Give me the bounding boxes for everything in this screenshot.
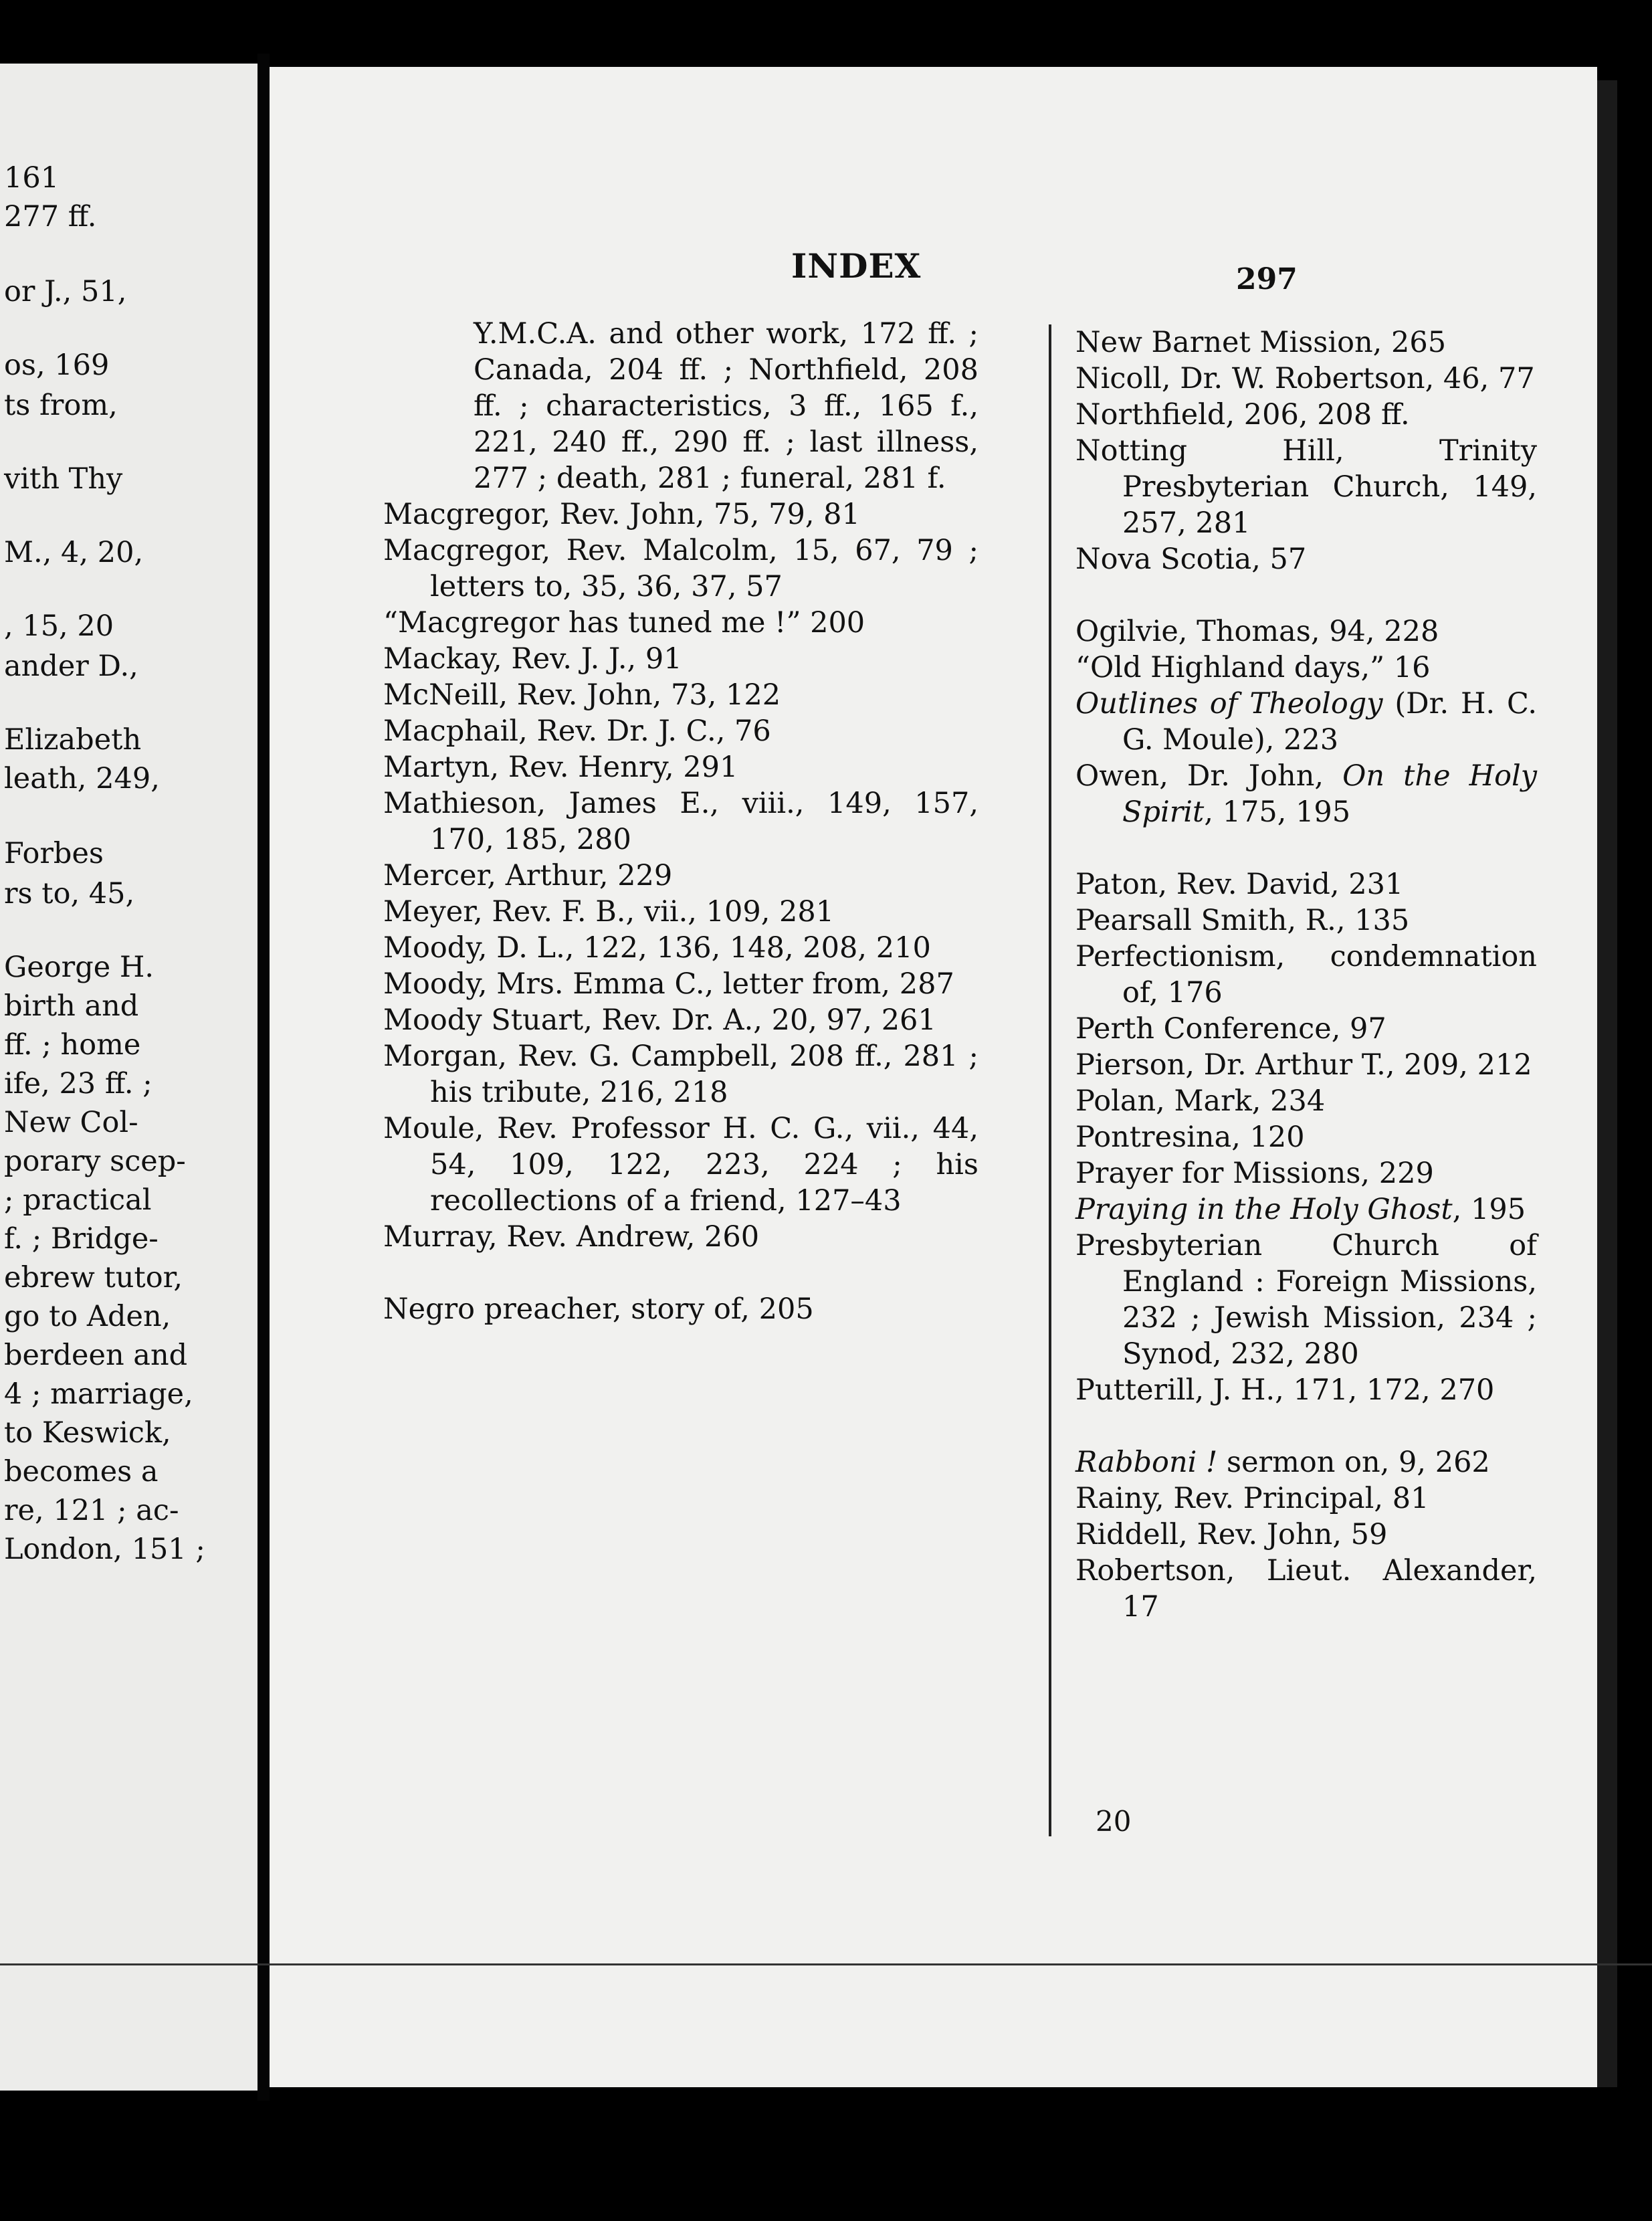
left-page-text-fragment: , 15, 20 — [4, 609, 114, 643]
index-entry — [383, 316, 978, 496]
index-entry-text: Negro preacher, story of, 205 — [383, 1292, 814, 1326]
index-entry — [383, 749, 978, 785]
column-divider — [1049, 324, 1051, 1836]
index-column-right — [1075, 324, 1537, 1625]
left-page-text-fragment: ff. ; home — [4, 1028, 141, 1062]
index-entry-text: Putterill, J. H., 171, 172, 270 — [1075, 1373, 1495, 1407]
page-title: INDEX — [791, 246, 922, 286]
index-entry-text: Mackay, Rev. J. J., 91 — [383, 642, 682, 676]
left-page-text-fragment: berdeen and — [4, 1339, 188, 1372]
index-entry-text: Y.M.C.A. and other work, 172 ff. ; Canada, 204 ff. ; Northfield, 208 ff. ; characteristics, 3 ff., 165 f., 221, 240 ff., 290 ff. ; last illness, 277 ; death, 281 ; funeral, 281 f. — [474, 317, 978, 495]
left-page-text-fragment: f. ; Bridge- — [4, 1222, 159, 1256]
index-entry — [1075, 1155, 1537, 1191]
book-gutter — [257, 54, 270, 2101]
index-entry-text: Macphail, Rev. Dr. J. C., 76 — [383, 714, 771, 748]
left-page-text-fragment: London, 151 ; — [4, 1533, 205, 1566]
index-entry-title: Rabboni ! — [1075, 1446, 1218, 1479]
section-gap — [1075, 577, 1537, 613]
index-entry-text: Moody, D. L., 122, 136, 148, 208, 210 — [383, 931, 931, 965]
left-page-text-fragment: leath, 249, — [4, 762, 160, 795]
index-entry-text: New Barnet Mission, 265 — [1075, 326, 1447, 359]
index-entry-text: Mathieson, James E., viii., 149, 157, 170, 185, 280 — [383, 787, 978, 856]
signature-mark: 20 — [1096, 1805, 1132, 1838]
left-page-text-fragment: vith Thy — [4, 462, 123, 496]
index-entry — [383, 533, 978, 605]
index-entry — [383, 1291, 978, 1327]
index-entry-text: Nova Scotia, 57 — [1075, 543, 1307, 576]
index-entry-text: Prayer for Missions, 229 — [1075, 1157, 1434, 1190]
left-page-text-fragment: New Col- — [4, 1106, 138, 1139]
index-entry — [1075, 1228, 1537, 1372]
index-entry-text: Paton, Rev. David, 231 — [1075, 868, 1404, 901]
index-entry-title: Outlines of Theology — [1075, 687, 1383, 720]
index-entry-text: Murray, Rev. Andrew, 260 — [383, 1220, 760, 1254]
left-page-text-fragment: to Keswick, — [4, 1416, 171, 1450]
left-page-text-fragment: ebrew tutor, — [4, 1261, 183, 1294]
left-page-text-fragment: becomes a — [4, 1455, 159, 1488]
index-entry-text: Perfectionism, condemnation of, 176 — [1075, 940, 1537, 1009]
index-entry-text: Pearsall Smith, R., 135 — [1075, 904, 1410, 937]
index-entry — [1075, 866, 1537, 902]
left-page-text-fragment: ; practical — [4, 1183, 152, 1217]
index-entry — [1075, 758, 1537, 830]
index-entry-text: Pontresina, 120 — [1075, 1121, 1305, 1154]
index-entry — [1075, 939, 1537, 1011]
index-entry-title: Praying in the Holy Ghost — [1075, 1193, 1453, 1226]
index-entry-text: Ogilvie, Thomas, 94, 228 — [1075, 615, 1439, 648]
left-page-text-fragment: George H. — [4, 951, 154, 984]
left-page-text-fragment: 161 — [4, 161, 60, 195]
index-entry — [383, 496, 978, 533]
index-entry — [1075, 1047, 1537, 1083]
index-entry — [1075, 902, 1537, 939]
index-entry-text: , 175, 195 — [1204, 795, 1351, 829]
index-entry — [1075, 433, 1537, 541]
index-entry — [1075, 1083, 1537, 1119]
left-page-text-fragment: ife, 23 ff. ; — [4, 1067, 152, 1100]
section-gap — [1075, 1408, 1537, 1444]
scan-edge-line — [0, 1963, 1652, 1965]
index-entry-text: Polan, Mark, 234 — [1075, 1084, 1326, 1118]
index-entry-text: Perth Conference, 97 — [1075, 1012, 1386, 1046]
index-entry — [383, 1002, 978, 1038]
index-entry — [1075, 1119, 1537, 1155]
index-entry — [383, 966, 978, 1002]
index-entry — [1075, 1553, 1537, 1625]
index-entry — [1075, 686, 1537, 758]
section-gap — [383, 1255, 978, 1291]
index-entry-text: “Old Highland days,” 16 — [1075, 651, 1431, 684]
index-entry-text: Macgregor, Rev. John, 75, 79, 81 — [383, 498, 860, 531]
left-page-text-fragment: Forbes — [4, 837, 104, 870]
left-page-text-fragment: ts from, — [4, 389, 118, 422]
right-page — [270, 67, 1597, 2087]
left-page-text-fragment: 277 ff. — [4, 200, 97, 233]
index-entry-text: Moody, Mrs. Emma C., letter from, 287 — [383, 967, 954, 1001]
index-entry-prefix: Owen, Dr. John, — [1075, 759, 1343, 793]
index-entry — [1075, 397, 1537, 433]
index-entry-text: Macgregor, Rev. Malcolm, 15, 67, 79 ; letters to, 35, 36, 37, 57 — [383, 534, 978, 603]
index-entry-text: Morgan, Rev. G. Campbell, 208 ff., 281 ; his tribute, 216, 218 — [383, 1040, 978, 1109]
index-column-left — [383, 316, 978, 1327]
index-entry-title: On the Holy Spirit — [1122, 759, 1538, 829]
index-entry-text: McNeill, Rev. John, 73, 122 — [383, 678, 781, 712]
index-entry — [383, 713, 978, 749]
index-entry-text: Notting Hill, Trinity Presbyterian Church, 149, 257, 281 — [1075, 434, 1537, 540]
index-entry — [383, 1110, 978, 1219]
index-entry — [383, 677, 978, 713]
index-entry-text: Northfield, 206, 208 ff. — [1075, 398, 1410, 431]
left-page-text-fragment: porary scep- — [4, 1145, 186, 1178]
index-entry-text: sermon on, 9, 262 — [1217, 1446, 1490, 1479]
left-page-fragment — [0, 64, 257, 2091]
left-page-text-fragment: M., 4, 20, — [4, 536, 144, 569]
index-entry — [1075, 1480, 1537, 1517]
index-entry — [1075, 1517, 1537, 1553]
index-entry — [1075, 361, 1537, 397]
index-entry — [1075, 1372, 1537, 1408]
left-page-text-fragment: or J., 51, — [4, 275, 127, 308]
index-entry-text: Riddell, Rev. John, 59 — [1075, 1518, 1388, 1551]
left-page-text-fragment: os, 169 — [4, 349, 110, 382]
index-entry — [1075, 1011, 1537, 1047]
index-entry — [383, 785, 978, 858]
left-page-text-fragment: Elizabeth — [4, 723, 142, 757]
left-page-text-fragment: re, 121 ; ac- — [4, 1494, 179, 1527]
left-page-text-fragment: ander D., — [4, 650, 138, 683]
index-entry-text: , 195 — [1452, 1193, 1526, 1226]
index-entry — [1075, 650, 1537, 686]
index-entry — [383, 930, 978, 966]
left-page-text-fragment: 4 ; marriage, — [4, 1377, 193, 1411]
left-page-text-fragment: go to Aden, — [4, 1300, 171, 1333]
left-page-text-fragment: birth and — [4, 989, 139, 1023]
index-entry — [1075, 324, 1537, 361]
index-entry-text: Moule, Rev. Professor H. C. G., vii., 44, 54, 109, 122, 223, 224 ; his recollections of a friend, 127–43 — [383, 1112, 978, 1218]
index-entry-text: Robertson, Lieut. Alexander, 17 — [1075, 1554, 1537, 1624]
index-entry-text: Martyn, Rev. Henry, 291 — [383, 751, 738, 784]
left-page-text-fragment: rs to, 45, — [4, 877, 135, 910]
page-number: 297 — [1236, 262, 1298, 296]
index-entry-text: Rainy, Rev. Principal, 81 — [1075, 1482, 1429, 1515]
index-entry-text: (Dr. H. C. G. Moule), 223 — [1122, 687, 1537, 757]
index-entry — [383, 894, 978, 930]
page-edge — [1597, 80, 1617, 2087]
index-entry-text: Moody Stuart, Rev. Dr. A., 20, 97, 261 — [383, 1003, 936, 1037]
index-entry — [383, 858, 978, 894]
index-entry-text: Presbyterian Church of England : Foreign Missions, 232 ; Jewish Mission, 234 ; Synod, 232, 280 — [1075, 1229, 1537, 1371]
index-entry-text: Nicoll, Dr. W. Robertson, 46, 77 — [1075, 362, 1535, 395]
index-entry — [383, 641, 978, 677]
index-entry-text: “Macgregor has tuned me !” 200 — [383, 606, 865, 640]
index-entry — [1075, 613, 1537, 650]
index-entry — [1075, 541, 1537, 577]
index-entry — [383, 605, 978, 641]
index-entry — [1075, 1191, 1537, 1228]
index-entry — [383, 1219, 978, 1255]
index-entry — [383, 1038, 978, 1110]
index-entry-text: Meyer, Rev. F. B., vii., 109, 281 — [383, 895, 835, 929]
index-entry-text: Mercer, Arthur, 229 — [383, 859, 673, 892]
section-gap — [1075, 830, 1537, 866]
index-entry-text: Pierson, Dr. Arthur T., 209, 212 — [1075, 1048, 1532, 1082]
index-entry — [1075, 1444, 1537, 1480]
